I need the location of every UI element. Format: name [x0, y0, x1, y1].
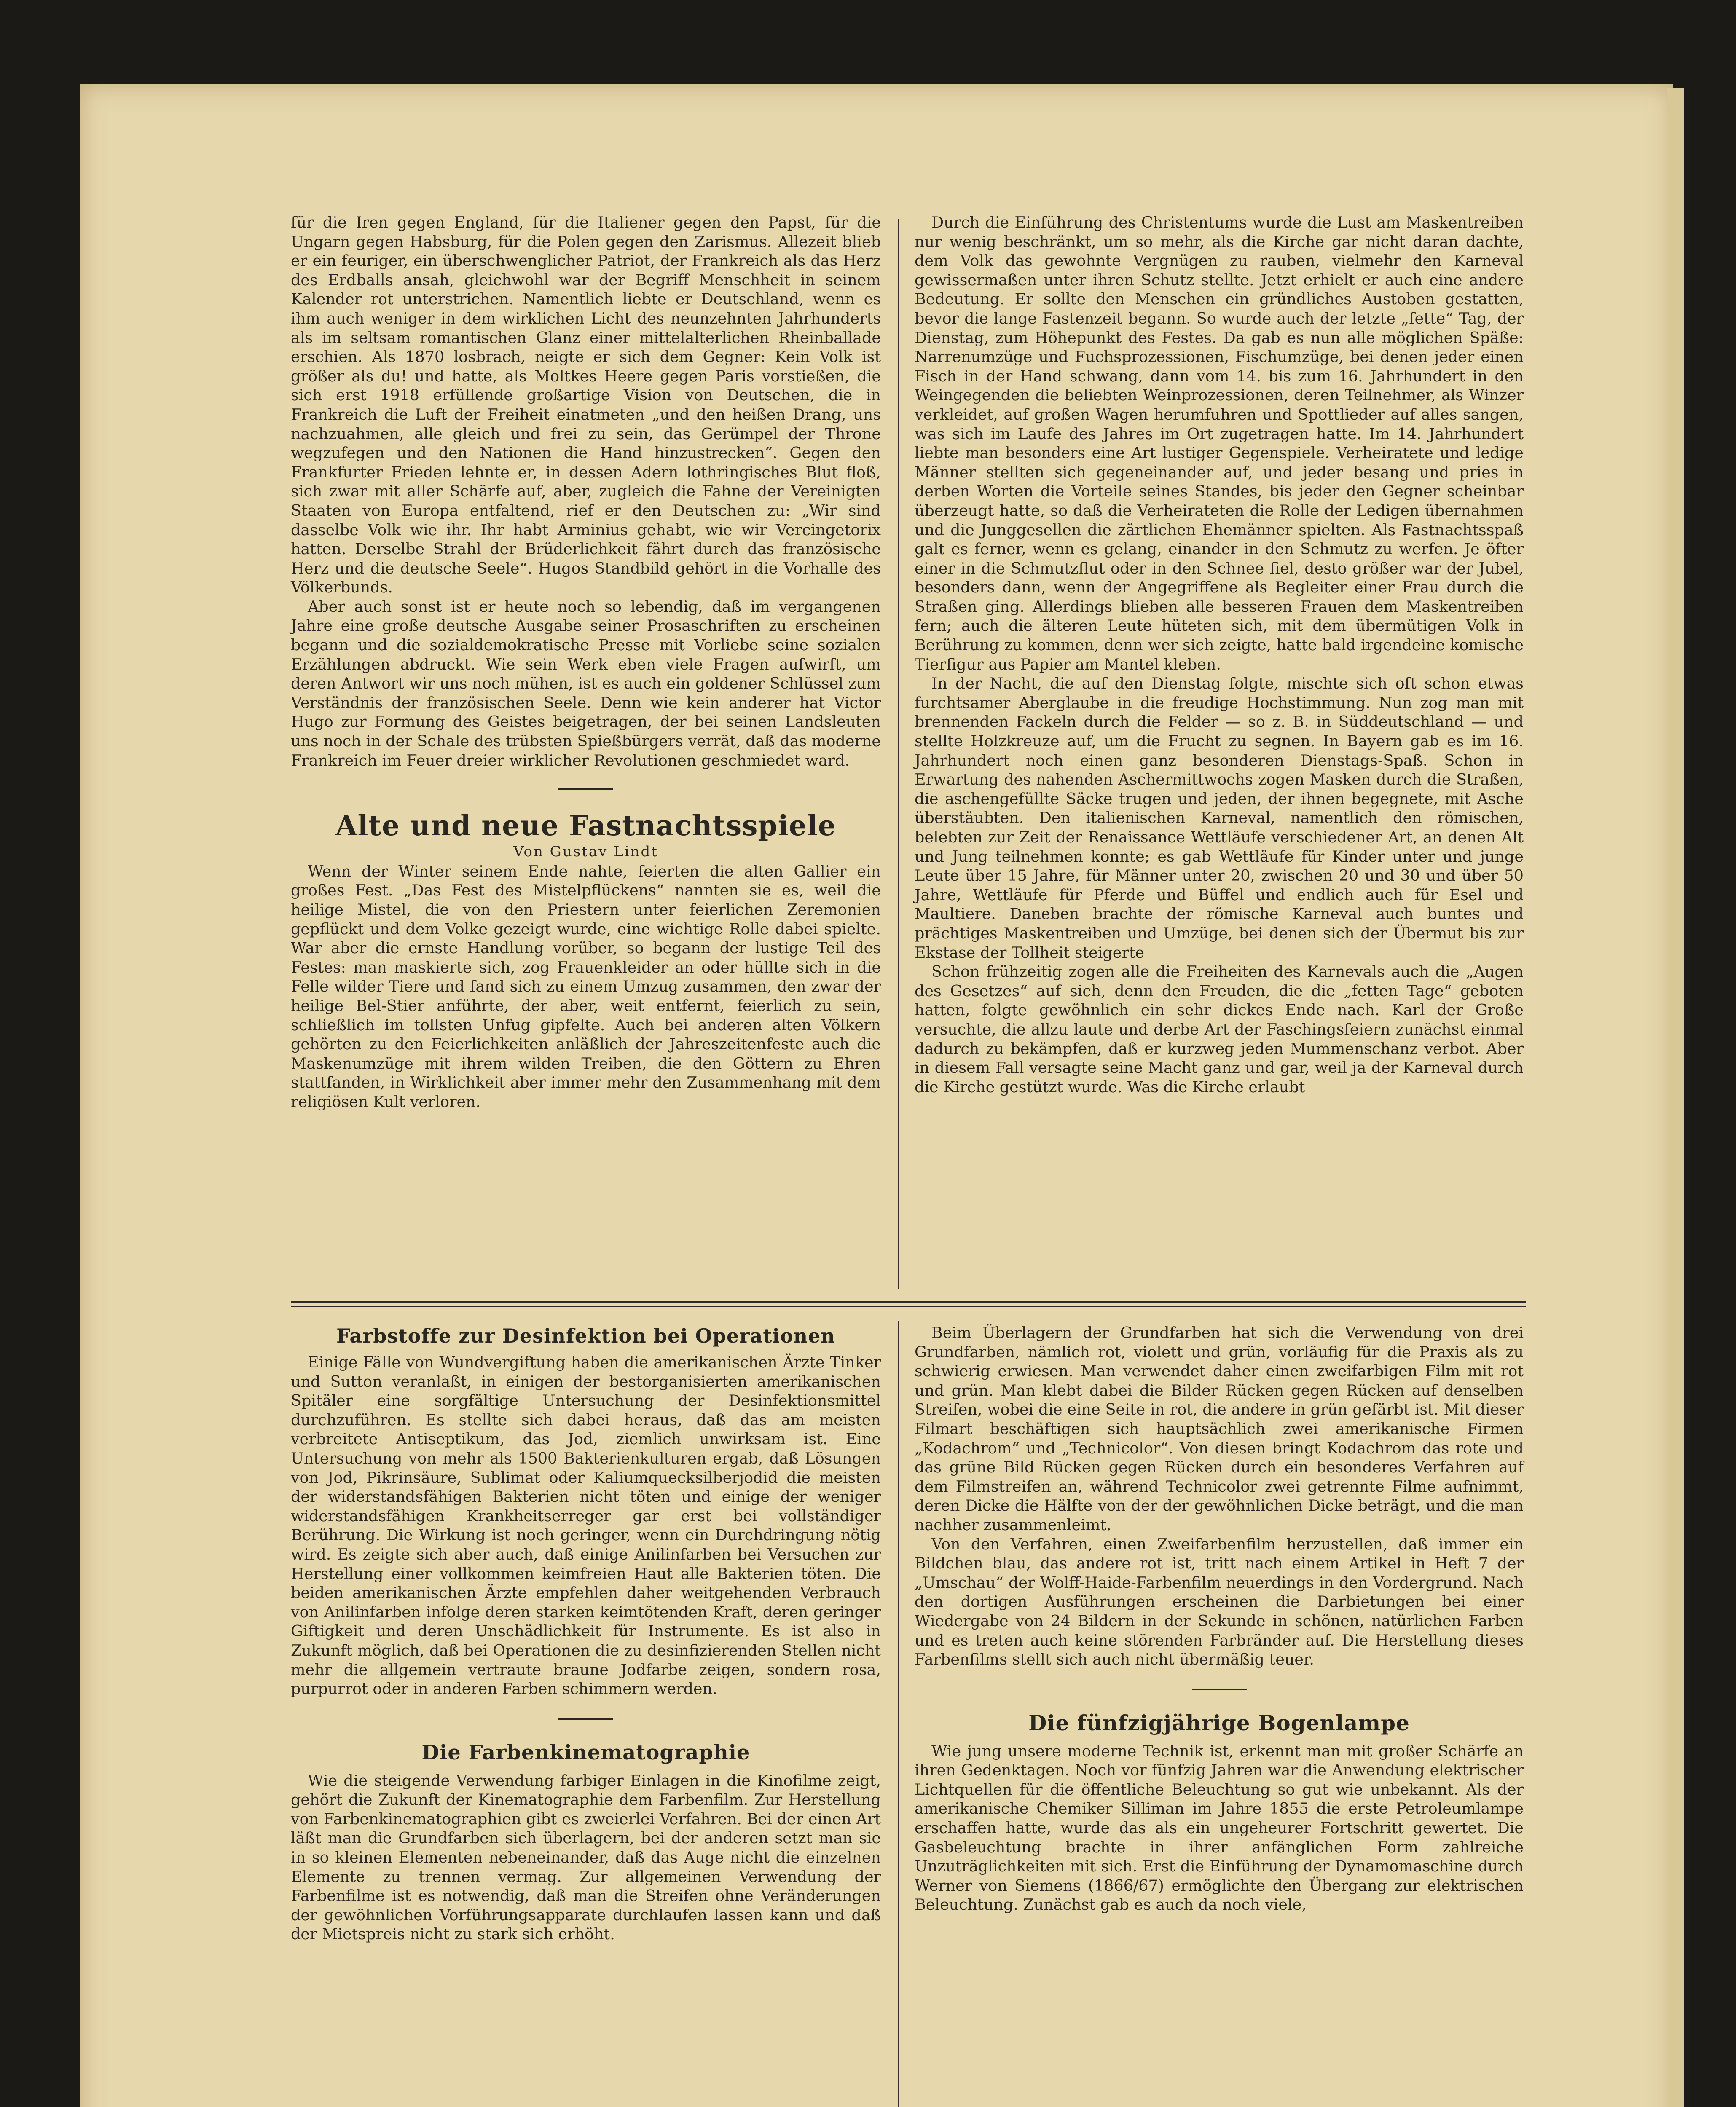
- paragraph: Einige Fälle von Wundvergiftung haben die amerikanischen Ärzte Tinker und Sutton veranlaßt, in einigen der bestorganisierten amerikanischen Spitäler eine sorgfältige Untersuchung der Desinfektionsmittel durchzuführen. Es stellte sich dabei heraus, daß das am meisten verbreitete Antiseptikum, das Jod, ziemlich unwirksam ist. Eine Untersuchung von mehr als 1500 Bakterienkulturen ergab, daß Lösungen von Jod, Pikrinsäure, Sublimat oder Kaliumquecksilberjodid die meisten der widerstandsfähigen Bakterien nicht töten und einige der weniger widerstandsfähigen Krankheitserreger gar erst bei vollständiger Berührung. Die Wirkung ist noch geringer, wenn ein Durchdringung nötig wird. Es zeigte sich aber auch, daß einige Anilinfarben bei Versuchen zur Herstellung einer vollkommen keimfreien Haut alle Bakterien töten. Die beiden amerikanischen Ärzte empfehlen daher weitgehenden Verbrauch von Anilinfarben infolge deren starken keimtötenden Kraft, deren geringer Giftigkeit und deren Unschädlichkeit für Instrumente. Es ist also in Zukunft möglich, daß bei Operationen die zu desinfizierenden Stellen nicht mehr die allgemein vertraute braune Jodfarbe zeigen, sondern rosa, purpurrot oder in anderen Farben schimmern werden.: [291, 1353, 881, 1698]
- section-rule-thin: [291, 1306, 1526, 1307]
- paragraph: Durch die Einführung des Christentums wurde die Lust am Maskentreiben nur wenig beschränkt, um so mehr, als die Kirche gar nicht daran dachte, dem Volk das gewohnte Vergnügen zu rauben, vielmehr den Karneval gewissermaßen unter ihren Schutz stellte. Jetzt erhielt er auch eine andere Bedeutung. Er sollte den Menschen ein gründliches Austoben gestatten, bevor die lange Fastenzeit begann. So wurde auch der letzte „fette“ Tag, der Dienstag, zum Höhepunkt des Festes. Da gab es nun alle möglichen Späße: Narrenumzüge und Fuchsprozessionen, Fischumzüge, bei denen jeder einen Fisch in der Hand schwang, dann vom 14. bis zum 16. Jahrhundert in den Weingegenden die beliebten Weinprozessionen, deren Teilnehmer, als Winzer verkleidet, auf großen Wagen herumfuhren und Spottlieder auf alles sangen, was sich im Laufe des Jahres im Ort zugetragen hatte. Im 14. Jahrhundert liebte man besonders eine Art lustiger Gegenspiele. Verheiratete und ledige Männer stellten sich gegeneinander auf, und jeder besang und pries in derben Worten die Vorteile seines Standes, bis jeder den Gegner scheinbar überzeugt hatte, so daß die Verheirateten die Rolle der Ledigen übernahmen und die Junggesellen die zärtlichen Ehemänner spielten. Als Fastnachtsspaß galt es ferner, wenn es gelang, einander in den Schmutz zu werfen. Je öfter einer in die Schmutzflut oder in den Schnee fiel, desto größer war der Jubel, besonders dann, wenn der Angegriffene als Begleiter einer Frau durch die Straßen ging. Allerdings blieben alle besseren Frauen dem Maskentreiben fern; auch die älteren Leute hüteten sich, mit dem übermütigen Volk in Berührung zu kommen, denn wer sich zeigte, hatte bald irgendeine komische Tierfigur aus Papier am Mantel kleben.: [915, 213, 1524, 673]
- article-byline: Von Gustav Lindt: [513, 843, 658, 860]
- top-right-column: [915, 213, 1524, 1096]
- paragraph: Von den Verfahren, einen Zweifarbenfilm herzustellen, daß immer ein Bildchen blau, das andere rot ist, tritt nach einem Artikel in Heft 7 der „Umschau“ der Wolff-Haide-Farbenfilm neuerdings in den Vordergrund. Nach den dortigen Ausführungen erscheinen die Darbietungen bei einer Wiedergabe von 24 Bildern in der Sekunde in schönen, natürlichen Farben und es treten auch keine störenden Farbränder auf. Die Herstellung dieses Farbenfilms stellt sich auch nicht übermäßig teuer.: [915, 1535, 1524, 1669]
- article-title: Alte und neue Fastnachtsspiele: [335, 809, 836, 842]
- article-title: Die fünfzigjährige Bogenlampe: [1028, 1710, 1410, 1735]
- article-title: Die Farbenkinematographie: [421, 1740, 750, 1764]
- article-title: Farbstoffe zur Desinfektion bei Operationen: [336, 1324, 835, 1347]
- column-divider-bottom: [898, 1321, 899, 2107]
- paragraph: Beim Überlagern der Grundfarben hat sich die Verwendung von drei Grundfarben, nämlich rot, violett und grün, vorläufig für die Praxis als zu schwierig erwiesen. Man verwendet daher einen zweifarbigen Film mit rot und grün. Man klebt dabei die Bilder Rücken gegen Rücken auf denselben Streifen, wobei die eine Seite in rot, die andere in grün gefärbt ist. Mit dieser Filmart beschäftigen sich hauptsächlich zwei amerikanische Firmen „Kodachrom“ und „Technicolor“. Von diesen bringt Kodachrom das rote und das grüne Bild Rücken gegen Rücken durch ein besonderes Verfahren auf dem Filmstreifen an, während Technicolor zwei getrennte Filme aufnimmt, deren Dicke die Hälfte von der der gewöhnlichen Dicke beträgt, und die man nachher zusammenleimt.: [915, 1324, 1524, 1534]
- paragraph: In der Nacht, die auf den Dienstag folgte, mischte sich oft schon etwas furchtsamer Aberglaube in die freudige Hochstimmung. Nun zog man mit brennenden Fackeln durch die Felder — so z. B. in Süddeutschland — und stellte Holzkreuze auf, um die Frucht zu segnen. In Bayern gab es im 16. Jahrhundert noch einen ganz besonderen Dienstags-Spaß. Schon in Erwartung des nahenden Aschermittwochs zogen Masken durch die Straßen, die aschengefüllte Säcke trugen und jeden, der ihnen begegnete, mit Asche überstäubten. Den italienischen Karneval, namentlich den römischen, belebten zur Zeit der Renaissance Wettläufe verschiedener Art, an denen Alt und Jung teilnehmen konnte; es gab Wettläufe für Kinder unter und junge Leute über 15 Jahre, für Männer unter 20, zwischen 20 und 30 und über 50 Jahre, Wettläufe für Pferde und Büffel und endlich auch für Esel und Maultiere. Daneben brachte der römische Karneval auch buntes und prächtiges Maskentreiben und Umzüge, bei denen sich der Übermut bis zur Ekstase der Tollheit steigerte: [915, 674, 1524, 962]
- bottom-right-column: [915, 1323, 1524, 1914]
- page-edge: [1667, 88, 1684, 2107]
- paragraph: Aber auch sonst ist er heute noch so lebendig, daß im vergangenen Jahre eine große deutsche Ausgabe seiner Prosaschriften zu erscheinen begann und die sozialdemokratische Presse mit Vorliebe seine sozialen Erzählungen abdruckt. Wie sein Werk eben viele Fragen aufwirft, um deren Antwort wir uns noch mühen, ist es auch ein goldener Schlüssel zum Verständnis der französischen Seele. Denn wie kein anderer hat Victor Hugo zur Formung des Geistes beigetragen, der bei seinen Landsleuten uns noch in der Schale des trübsten Spießbürgers verrät, daß das moderne Frankreich im Feuer dreier wirklicher Revolutionen geschmiedet ward.: [291, 597, 881, 769]
- paragraph: Wenn der Winter seinem Ende nahte, feierten die alten Gallier ein großes Fest. „Das Fest des Mistelpflückens“ nannten sie es, weil die heilige Mistel, die von den Priestern unter feierlichen Zeremonien gepflückt und dem Volke gezeigt wurde, eine wichtige Rolle dabei spielte. War aber die ernste Handlung vorüber, so begann der lustige Teil des Festes: man maskierte sich, zog Frauenkleider an oder hüllte sich in die Felle wilder Tiere und fand sich zu einem Umzug zusammen, den zwar der heilige Bel-Stier anführte, der aber, weit entfernt, feierlich zu sein, schließlich im tollsten Unfug gipfelte. Auch bei anderen alten Völkern gehörten zu den Feierlichkeiten anläßlich der Jahreszeitenfeste auch die Maskenumzüge mit ihrem wilden Treiben, die den Göttern zu Ehren stattfanden, in Wirklichkeit aber immer mehr den Zusammenhang mit dem religiösen Kult verloren.: [291, 862, 881, 1111]
- column-divider-top: [898, 219, 899, 1289]
- top-left-column: [291, 213, 881, 1112]
- paragraph: Wie jung unsere moderne Technik ist, erkennt man mit großer Schärfe an ihren Gedenktagen. Noch vor fünfzig Jahren war die Anwendung elektrischer Lichtquellen für die öffentliche Beleuchtung so gut wie unbekannt. Als der amerikanische Chemiker Silliman im Jahre 1855 die erste Petroleumlampe erschaffen hatte, wurde das als ein ungeheurer Fortschritt gewertet. Die Gasbeleuchtung brachte in ihrer anfänglichen Form zahlreiche Unzuträglichkeiten mit sich. Erst die Einführung der Dynamomaschine durch Werner von Siemens (1866/67) ermöglichte den Übergang zur elektrischen Beleuchtung. Zunächst gab es auch da noch viele,: [915, 1742, 1524, 1914]
- section-rule: [291, 1301, 1526, 1303]
- bottom-left-column: [291, 1323, 881, 1944]
- paragraph: für die Iren gegen England, für die Italiener gegen den Papst, für die Ungarn gegen Habsburg, für die Polen gegen den Zarismus. Allezeit blieb er ein feuriger, ein überschwenglicher Patriot, der Frankreich als das Herz des Erdballs ansah, gleichwohl war der Begriff Menschheit in seinem Kalender rot unterstrichen. Namentlich liebte er Deutschland, wenn es ihm auch weniger in dem wirklichen Licht des neunzehnten Jahrhunderts als im seltsam romantischen Glanz einer mittelalterlichen Rheinballade erschien. Als 1870 losbrach, neigte er sich dem Gegner: Kein Volk ist größer als du! und hatte, als Moltkes Heere gegen Paris vorstießen, die sich erst 1918 erfüllende großartige Vision von Deutschen, die in Frankreich die Luft der Freiheit einatmeten „und den heißen Drang, uns nachzuahmen, alle gleich und frei zu sein, das Gerümpel der Throne wegzufegen und den Nationen die Hand hinzustrecken“. Gegen den Frankfurter Frieden lehnte er, in dessen Adern lothringisches Blut floß, sich zwar mit aller Schärfe auf, aber, zugleich die Fahne der Vereinigten Staaten von Europa entfaltend, rief er den Deutschen zu: „Wir sind dasselbe Volk wie ihr. Ihr habt Arminius gehabt, wie wir Vercingetorix hatten. Derselbe Strahl der Brüderlichkeit fährt durch das französische Herz und die deutsche Seele“. Hugos Standbild gehört in die Vorhalle des Völkerbunds.: [291, 213, 881, 597]
- paragraph: Schon frühzeitig zogen alle die Freiheiten des Karnevals auch die „Augen des Gesetzes“ auf sich, denn den Freuden, die die „fetten Tage“ geboten hatten, folgte gewöhnlich ein sehr dickes Ende nach. Karl der Große versuchte, die allzu laute und derbe Art der Faschingsfeiern zunächst einmal dadurch zu bekämpfen, daß er kurzweg jeden Mummenschanz verbot. Aber in diesem Fall versagte seine Macht ganz und gar, weil ja der Karneval durch die Kirche gestützt wurde. Was die Kirche erlaubt: [915, 962, 1524, 1096]
- paragraph: Wie die steigende Verwendung farbiger Einlagen in die Kinofilme zeigt, gehört die Zukunft der Kinematographie dem Farbenfilm. Zur Herstellung von Farbenkinematographien gibt es zweierlei Verfahren. Bei der einen Art läßt man die Grundfarben sich überlagern, bei der anderen setzt man sie in so kleinen Elementen nebeneinander, daß das Auge nicht die einzelnen Elemente zu trennen vermag. Zur allgemeinen Verwendung der Farbenfilme ist es notwendig, daß man die Streifen ohne Veränderungen der gewöhnlichen Vorführungsapparate durchlaufen lassen kann und daß der Mietspreis nicht zu stark sich erhöht.: [291, 1771, 881, 1943]
